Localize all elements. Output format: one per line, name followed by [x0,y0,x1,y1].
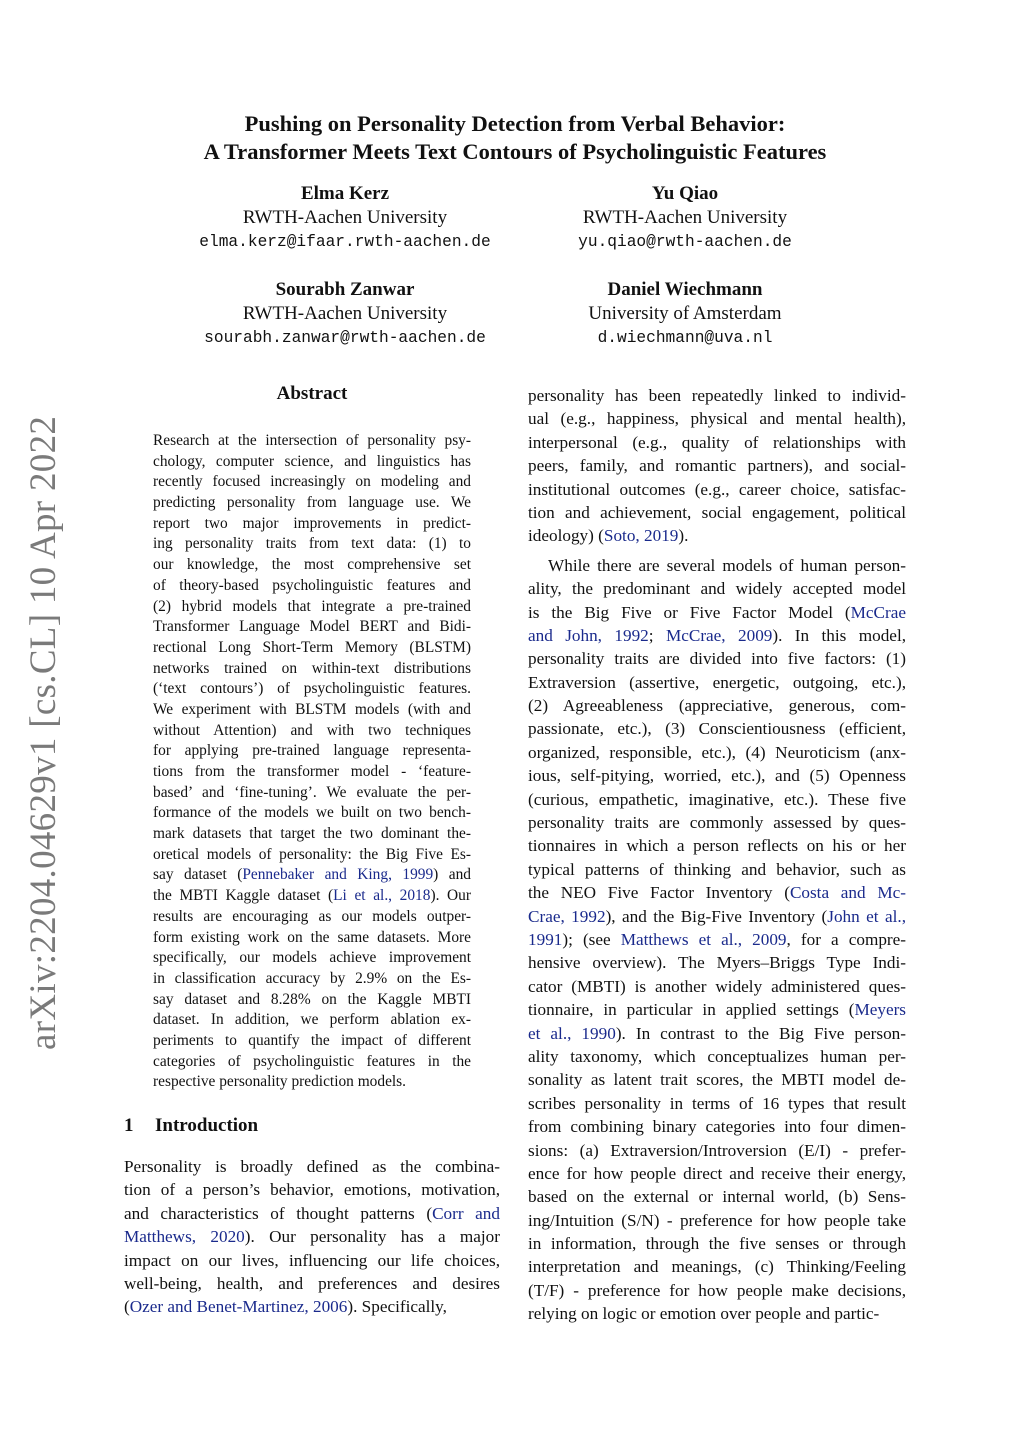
text-fragment: ). Specifically, [347,1297,447,1317]
text-line [124,1202,500,1225]
right-paragraph-2 [528,554,906,1326]
text-line: typical patterns of thinking and behavior, such as [528,859,906,879]
citation-link[interactable]: John et al., [827,906,906,926]
citation-link[interactable]: Matthews, 2020 [124,1227,245,1247]
section-title: Introduction [155,1115,259,1136]
text-line: organized, responsible, etc.), (4) Neuroticism (anx- [528,742,906,762]
text-line: cator (MBTI) is another widely administered ques- [528,976,906,996]
text-line: rectional Long Short-Term Memory (BLSTM) [153,638,471,656]
text-line: We experiment with BLSTM models (with and [153,700,471,718]
text-fragment: ) and [433,866,471,884]
text-line [528,601,906,624]
text-fragment: ideology) ( [528,526,604,546]
citation-link[interactable]: McCrae, 2009 [665,625,773,645]
citation-link[interactable]: Crae, 1992 [528,906,606,926]
title-line-1: Pushing on Personality Detection from Verbal Behavior: [244,111,786,136]
text-line: in classification accuracy by 2.9% on the Es- [153,969,471,987]
text-line: sonality as latent trait scores, the MBTI model de- [528,1070,906,1090]
author-block-2 [475,182,895,254]
text-line [124,1225,500,1248]
text-line [124,1295,500,1318]
text-line: tion of a person’s behavior, emotions, motivation, [124,1180,500,1200]
right-column [528,384,906,1326]
text-line [528,998,906,1021]
citation-link[interactable]: Soto, 2019 [603,526,679,546]
text-line [528,905,906,928]
text-line [528,928,906,951]
citation-link[interactable]: McCrae [850,602,906,622]
citation-link[interactable]: Costa and Mc- [789,883,906,903]
abstract-body [153,431,471,1093]
text-line: hensive overview). The Myers–Briggs Type Indi- [528,953,906,973]
text-line [528,524,906,547]
author-affiliation: RWTH-Aachen University [242,303,448,324]
text-line: specifically, our models achieve improvement [153,949,471,967]
text-fragment: say dataset ( [153,866,243,884]
text-line [153,865,471,886]
author-name: Elma Kerz [300,183,390,204]
citation-link[interactable]: Pennebaker and King, 1999 [242,866,434,884]
text-fragment: ), and the Big-Five Inventory ( [605,906,828,926]
citation-link[interactable]: 1991 [528,929,563,949]
text-fragment: tionnaire, in particular in applied settings ( [528,1000,855,1020]
text-line: tions from the transformer model - ‘feature- [153,763,471,780]
text-line: sions: (a) Extraversion/Introversion (E/I) - prefer- [528,1140,906,1160]
text-line: (2) hybrid models that integrate a pre-trained [153,597,471,615]
text-line: respective personality prediction models. [153,1073,407,1091]
text-line: (T/F) - preference for how people make decisions, [528,1280,906,1300]
text-line: institutional outcomes (e.g., career choice, satisfac- [528,479,906,499]
text-line: ence for how people direct and receive their energy, [528,1163,906,1183]
text-line: predicting personality from language use. We [153,494,471,512]
text-line: dataset. In addition, we perform ablation ex- [153,1011,471,1029]
text-line: our knowledge, the most comprehensive set [153,556,471,574]
text-line: without Attention) and with two techniques [153,721,471,739]
text-line: ious, self-pitying, worried, etc.), and (5) Openness [528,766,906,786]
author-name: Yu Qiao [651,183,719,204]
text-line: formance of the models we built on two bench- [153,804,471,822]
text-line [528,881,906,904]
text-line: of theory-based psycholinguistic features and [153,576,471,594]
author-email[interactable]: sourabh.zanwar@rwth-aachen.de [204,329,486,347]
text-line: results are encouraging as our models outper- [153,907,471,925]
text-fragment: ). In contrast to the Big Five person- [615,1023,906,1043]
text-line: well-being, health, and preferences and desires [124,1273,500,1293]
text-line [153,886,471,907]
text-line: Extraversion (assertive, energetic, outgoing, etc.), [528,672,906,692]
text-line: based on the external or internal world, (b) Sens- [528,1187,906,1207]
text-line: (2) Agreeableness (appreciative, generous, com- [528,696,906,716]
text-fragment: ). Our [430,887,471,905]
section-heading [124,1114,258,1138]
text-line: from combining binary categories into four dimen- [528,1117,906,1137]
author-affiliation: RWTH-Aachen University [242,207,448,228]
text-line: Transformer Language Model BERT and Bidi- [153,618,471,636]
citation-link[interactable]: and John, 1992 [528,625,649,645]
text-line: oretical models of personality: the Big Five Es- [153,845,471,863]
text-fragment: ; [648,625,666,645]
author-email[interactable]: d.wiechmann@uva.nl [597,329,773,347]
text-line: scribes personality in terms of 16 types that result [528,1093,906,1113]
author-name: Sourabh Zanwar [275,279,415,300]
text-line: ual (e.g., happiness, physical and mental health), [528,409,906,429]
right-paragraph-1 [528,384,906,548]
text-line: tion and achievement, social engagement, political [528,502,906,522]
text-line: Research at the intersection of personality psy- [153,432,471,449]
paper-title [124,110,906,166]
text-line: form existing work on the same datasets. More [153,928,471,946]
text-line: passionate, etc.), (3) Conscientiousness (efficient, [528,719,906,739]
author-block-4 [475,278,895,350]
author-email[interactable]: yu.qiao@rwth-aachen.de [578,233,792,251]
text-line: peers, family, and romantic partners), and social- [528,456,906,476]
author-email[interactable]: elma.kerz@ifaar.rwth-aachen.de [199,233,491,251]
text-fragment: ). In this model, [772,625,907,645]
text-line: for applying pre-trained language representa- [153,742,471,760]
text-line: categories of psycholinguistic features in the [153,1052,471,1070]
citation-link[interactable]: Li et al., 2018 [333,887,431,905]
text-line: (‘text contours’) of psycholinguistic features. [153,680,471,698]
text-line [528,624,906,647]
citation-link[interactable]: Meyers [854,1000,906,1020]
text-line: in information, through the five senses or through [528,1234,906,1254]
text-line [528,1022,906,1045]
text-fragment: , for a compre- [786,929,907,949]
text-line: ing/Intuition (S/N) - preference for how people take [528,1210,906,1230]
text-line: personality traits are divided into five factors: (1) [528,649,906,669]
text-fragment: ); (see [562,929,621,949]
text-line: tionnaires in which a person reflects on his or her [528,836,906,856]
text-line: ality taxonomy, which conceptualizes human per- [528,1046,906,1066]
text-fragment: ). Our personality has a major [244,1227,500,1247]
text-line: relying on logic or emotion over people and partic- [528,1304,880,1324]
abstract-heading: Abstract [276,383,348,404]
text-line: say dataset and 8.28% on the Kaggle MBTI [153,990,471,1008]
author-affiliation: RWTH-Aachen University [582,207,788,228]
text-line: periments to quantify the impact of different [153,1031,471,1049]
text-line: chology, computer science, and linguistics has [153,452,471,470]
text-fragment: ). [678,526,689,546]
text-line: Personality is broadly defined as the combina- [124,1157,500,1176]
text-line: personality traits are commonly assessed by ques- [528,813,906,833]
citation-link[interactable]: Matthews et al., 2009 [620,929,787,949]
author-affiliation: University of Amsterdam [588,303,782,324]
title-line-2: A Transformer Meets Text Contours of Psycholinguistic Features [203,139,827,164]
text-line: ality, the predominant and widely accepted model [528,579,906,599]
text-line: recently focused increasingly on modeling and [153,473,471,491]
text-fragment: the MBTI Kaggle dataset ( [153,887,334,905]
text-line: report two major improvements in predict- [153,514,471,532]
text-line: impact on our lives, influencing our life choices, [124,1250,500,1270]
text-line: interpretation and meanings, (c) Thinking/Feeling [528,1257,906,1277]
arxiv-identifier[interactable]: arXiv:2204.04629v1 [cs.CL] 10 Apr 2022 [23,415,64,1050]
text-line: networks trained on within-text distributions [153,659,471,677]
text-line: interpersonal (e.g., quality of relationships with [528,432,906,452]
author-name: Daniel Wiechmann [607,279,763,300]
text-line: (curious, empathetic, imaginative, etc.). These five [528,789,906,809]
text-fragment: the NEO Five Factor Inventory ( [528,883,790,903]
text-fragment: is the Big Five or Five Factor Model ( [528,602,851,622]
text-line: While there are several models of human person- [548,555,906,575]
text-line: mark datasets that target the two dominant the- [153,825,471,843]
citation-link[interactable]: Corr and [432,1203,500,1223]
citation-link[interactable]: et al., 1990 [528,1023,616,1043]
text-line: based’ and ‘fine-tuning’. We evaluate the per- [153,783,471,801]
text-fragment: ( [124,1297,130,1317]
text-fragment: and characteristics of thought patterns ( [124,1203,433,1223]
text-line: personality has been repeatedly linked to individ- [528,386,906,405]
text-line: ing personality traits from text data: (1) to [153,535,471,553]
citation-link[interactable]: Ozer and Benet-Martinez, 2006 [129,1297,348,1317]
introduction-paragraph [124,1155,500,1319]
section-number: 1 [124,1115,134,1136]
